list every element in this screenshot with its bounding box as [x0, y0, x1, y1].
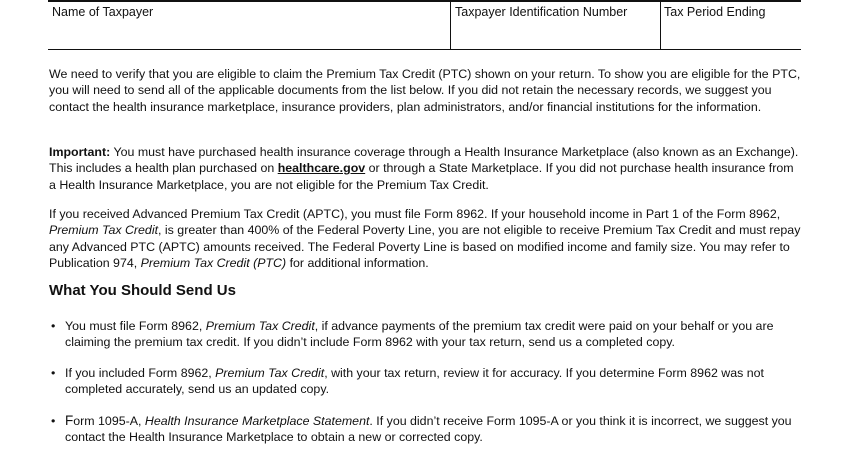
bullet-dot: • — [51, 366, 56, 380]
aptc-paragraph — [49, 206, 801, 272]
taxpayer-id-label: Taxpayer Identification Number — [455, 5, 628, 19]
aptc-text-c: for additional information. — [286, 256, 429, 271]
bullet-text-b: , if advance payments of the premium tax credit were paid on your behalf or you are claiming the premium tax credit. If you didn’t include Form 8962 with your tax return, send us a completed copy. — [65, 319, 774, 350]
bullet-italic: Premium Tax Credit — [215, 366, 325, 380]
important-text-a: You must have purchased health insurance coverage through a Health Insurance Marketplace (also known as an Exchange). This includes a health plan purchased on — [49, 145, 799, 176]
intro-paragraph: We need to verify that you are eligible to claim the Premium Tax Credit (PTC) shown on your return. To show you are eligible for the PTC, you will need to send all of the applicable documents from the list below. If you did not retain the necessary records, we suggest you contact the health insurance marketplace, insurance providers, plan administrators, and/or financial institutions for the information. — [49, 67, 801, 114]
bullet-text-a: orm 1095-A, — [73, 414, 145, 428]
bullet-lead-letter: F — [65, 413, 74, 428]
name-of-taxpayer-label: Name of Taxpayer — [52, 5, 154, 19]
bullet-italic: Health Insurance Marketplace Statement — [144, 414, 370, 428]
name-of-taxpayer-field[interactable] — [48, 0, 451, 50]
important-paragraph — [49, 144, 801, 193]
bullet-dot: • — [51, 414, 56, 428]
aptc-text-a: If you received Advanced Premium Tax Credit (APTC), you must file Form 8962. If your household income in Part 1 of the Form 8962, — [49, 207, 781, 221]
bullet-text-a: If you included Form 8962, — [65, 366, 216, 380]
list-item — [49, 413, 801, 446]
list-item — [49, 365, 801, 398]
healthcare-gov-link[interactable]: healthcare.gov — [277, 161, 366, 176]
bullet-italic: Premium Tax Credit — [205, 319, 315, 333]
list-item — [49, 318, 801, 351]
bullet-text — [65, 413, 801, 446]
bullet-text — [65, 365, 801, 398]
bullet-text — [65, 318, 801, 351]
aptc-italic-a: Premium Tax Credit — [49, 223, 159, 238]
tax-period-ending-field[interactable] — [660, 0, 801, 50]
bullet-text-b: , with your tax return, review it for accuracy. If you determine Form 8962 was not completed accurately, send us an updated copy. — [65, 366, 764, 397]
important-label: Important: — [49, 145, 111, 159]
taxpayer-id-field[interactable] — [450, 0, 661, 50]
aptc-italic-b: Premium Tax Credit (PTC) — [140, 256, 287, 271]
header-bottom-rule — [48, 49, 801, 50]
bullet-text-b: . If you didn’t receive Form 1095-A or you think it is incorrect, we suggest you contact the Health Insurance Marketplace to obtain a new or corrected copy. — [65, 414, 792, 445]
tax-period-ending-label: Tax Period Ending — [664, 5, 766, 19]
bullet-text-a: You must file Form 8962, — [65, 319, 206, 333]
important-text-b: or through a State Marketplace. If you did not purchase health insurance from a Health Insurance Marketplace, you are not eligible for the Premium Tax Credit. — [49, 161, 794, 192]
bullet-dot: • — [51, 319, 56, 333]
aptc-text-b: , is greater than 400% of the Federal Poverty Line, you are not eligible to receive Premium Tax Credit and must repay any Advanced PTC (APTC) amounts received. The Federal Poverty Line is based on modified income and family size. You may refer to Publication 974, — [49, 223, 801, 271]
section-title: What You Should Send Us — [49, 282, 236, 299]
